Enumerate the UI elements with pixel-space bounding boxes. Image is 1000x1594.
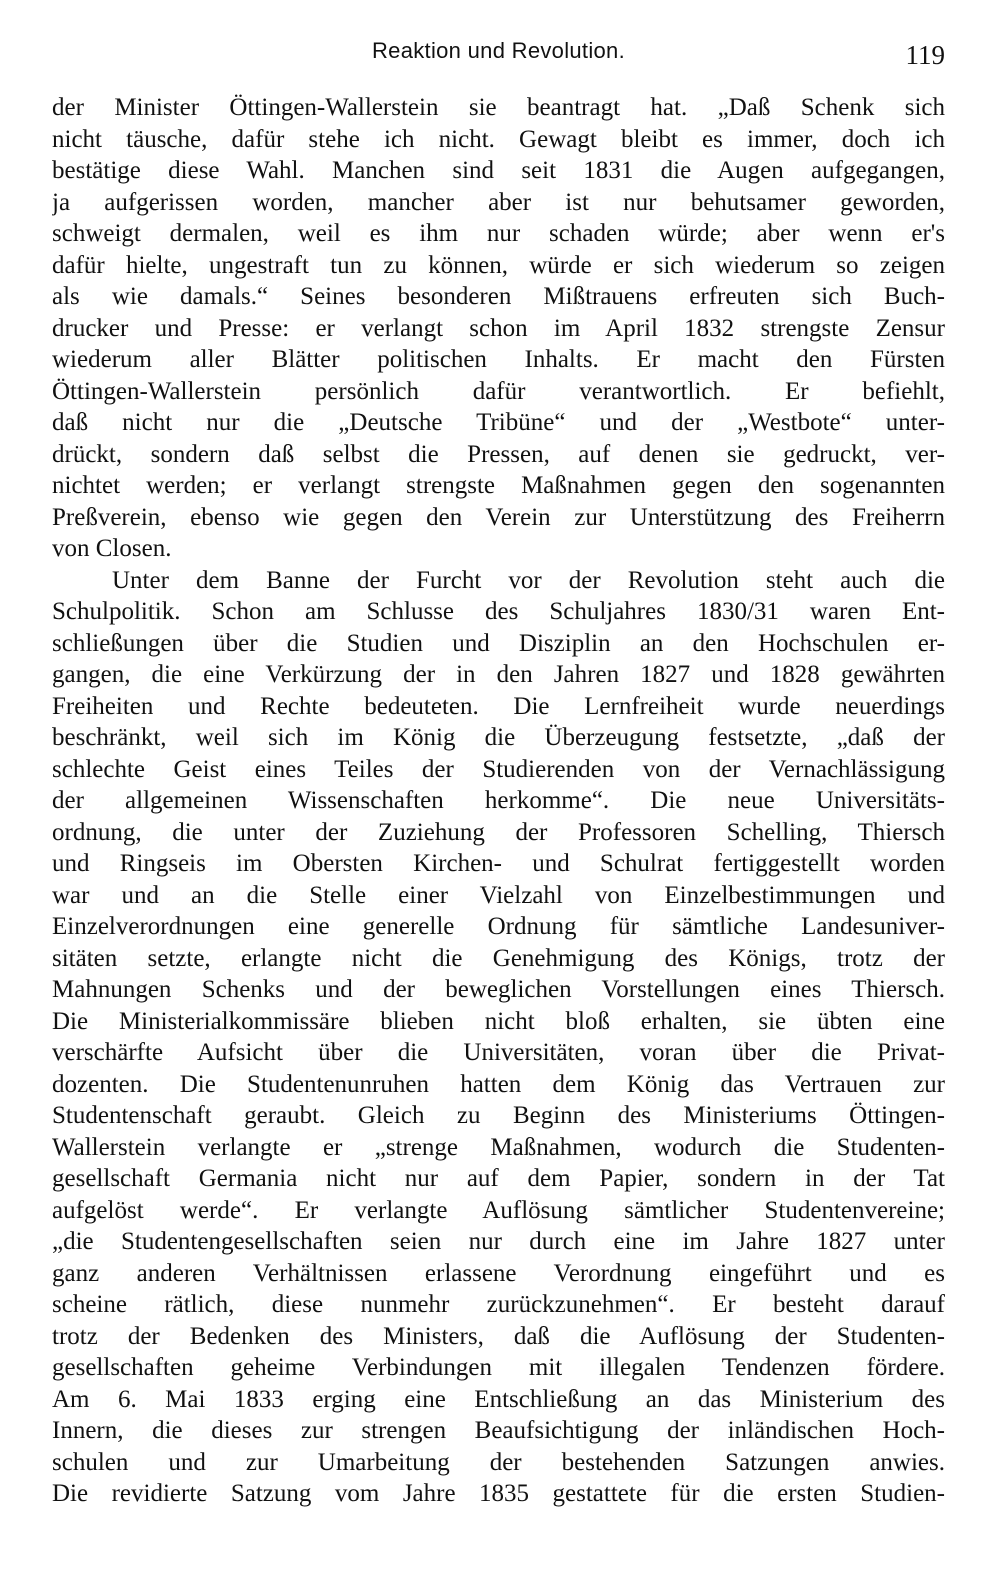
text-line: Wallerstein verlangte er „strenge Maßnahmen, wodurch die Studenten- bbox=[52, 1133, 945, 1161]
paragraph-end-line: von Closen. bbox=[52, 535, 172, 562]
text-line: schlechte Geist eines Teiles der Studierenden von der Vernachlässigung bbox=[52, 755, 945, 783]
text-line: als wie damals.“ Seines besonderen Mißtrauens erfreuten sich Buch- bbox=[52, 283, 945, 310]
text-line: Einzelverordnungen eine generelle Ordnung für sämtliche Landesuniver- bbox=[52, 913, 945, 940]
text-line: Studentenschaft geraubt. Gleich zu Beginn des Ministeriums Öttingen- bbox=[52, 1102, 945, 1129]
text-line: trotz der Bedenken des Ministers, daß die Auflösung der Studenten- bbox=[52, 1322, 945, 1350]
text-line: ja aufgerissen worden, mancher aber ist nur behutsamer geworden, bbox=[52, 188, 945, 216]
text-line: Die Ministerialkommissäre blieben nicht bloß erhalten, sie übten eine bbox=[52, 1007, 945, 1035]
text-line: Öttingen-Wallerstein persönlich dafür verantwortlich. Er befiehlt, bbox=[52, 377, 945, 405]
running-title: Reaktion und Revolution. bbox=[371, 38, 626, 63]
text-line: drucker und Presse: er verlangt schon im April 1832 strengste Zensur bbox=[52, 314, 945, 342]
text-line: schulen und zur Umarbeitung der bestehenden Satzungen anwies. bbox=[52, 1448, 945, 1476]
text-line: daß nicht nur die „Deutsche Tribüne“ und der „Westbote“ unter- bbox=[52, 409, 945, 436]
text-line: Am 6. Mai 1833 erging eine Entschließung an das Ministerium des bbox=[52, 1385, 945, 1413]
text-line: dozenten. Die Studentenunruhen hatten dem König das Vertrauen zur bbox=[52, 1070, 945, 1098]
text-line: verschärfte Aufsicht über die Universitäten, voran über die Privat- bbox=[52, 1039, 945, 1066]
text-line: nichtet werden; er verlangt strengste Maßnahmen gegen den sogenannten bbox=[52, 472, 945, 499]
body-text bbox=[52, 92, 945, 1510]
text-line: beschränkt, weil sich im König die Überzeugung festsetzte, „daß der bbox=[52, 724, 945, 751]
text-line: nicht täusche, dafür stehe ich nicht. Gewagt bleibt es immer, doch ich bbox=[52, 125, 945, 153]
text-line: Die revidierte Satzung vom Jahre 1835 gestattete für die ersten Studien- bbox=[52, 1480, 945, 1507]
text-line: der allgemeinen Wissenschaften herkomme“. Die neue Universitäts- bbox=[52, 787, 945, 814]
text-line: aufgelöst werde“. Er verlangte Auflösung sämtlicher Studentenvereine; bbox=[52, 1196, 945, 1224]
text-line: gangen, die eine Verkürzung der in den Jahren 1827 und 1828 gewährten bbox=[52, 661, 945, 688]
text-line: Preßverein, ebenso wie gegen den Verein zur Unterstützung des Freiherrn bbox=[52, 503, 945, 531]
text-line: schweigt dermalen, weil es ihm nur schaden würde; aber wenn er's bbox=[52, 220, 945, 247]
text-line: war und an die Stelle einer Vielzahl von Einzelbestimmungen und bbox=[52, 881, 945, 909]
text-line: gesellschaft Germania nicht nur auf dem Papier, sondern in der Tat bbox=[52, 1165, 945, 1192]
text-line: sitäten setzte, erlangte nicht die Genehmigung des Königs, trotz der bbox=[52, 944, 945, 972]
text-line: Innern, die dieses zur strengen Beaufsichtigung der inländischen Hoch- bbox=[52, 1417, 945, 1444]
text-line: der Minister Öttingen-Wallerstein sie beantragt hat. „Daß Schenk sich bbox=[52, 94, 945, 121]
text-line: „die Studentengesellschaften seien nur durch eine im Jahre 1827 unter bbox=[52, 1228, 945, 1255]
text-line: gesellschaften geheime Verbindungen mit illegalen Tendenzen fördere. bbox=[52, 1354, 945, 1381]
text-line: Freiheiten und Rechte bedeuteten. Die Lernfreiheit wurde neuerdings bbox=[52, 692, 945, 720]
page-number: 119 bbox=[905, 40, 945, 70]
text-line: Schulpolitik. Schon am Schlusse des Schuljahres 1830/31 waren Ent- bbox=[52, 598, 945, 625]
text-line: scheine rätlich, diese nunmehr zurückzunehmen“. Er besteht darauf bbox=[52, 1291, 945, 1318]
text-line: wiederum aller Blätter politischen Inhalts. Er macht den Fürsten bbox=[52, 346, 945, 373]
paragraph-start-line: Unter dem Banne der Furcht vor der Revolution steht auch die bbox=[112, 566, 945, 594]
text-line: ganz anderen Verhältnissen erlassene Verordnung eingeführt und es bbox=[52, 1259, 945, 1287]
text-line: bestätige diese Wahl. Manchen sind seit 1831 die Augen aufgegangen, bbox=[52, 157, 945, 184]
text-line: drückt, sondern daß selbst die Pressen, auf denen sie gedruckt, ver- bbox=[52, 440, 945, 468]
text-line: schließungen über die Studien und Disziplin an den Hochschulen er- bbox=[52, 629, 945, 657]
text-line: und Ringseis im Obersten Kirchen- und Schulrat fertiggestellt worden bbox=[52, 850, 945, 877]
text-line: dafür hielte, ungestraft tun zu können, würde er sich wiederum so zeigen bbox=[52, 251, 945, 279]
text-line: Mahnungen Schenks und der beweglichen Vorstellungen eines Thiersch. bbox=[52, 976, 945, 1003]
running-head bbox=[52, 38, 945, 78]
text-line: ordnung, die unter der Zuziehung der Professoren Schelling, Thiersch bbox=[52, 818, 945, 846]
